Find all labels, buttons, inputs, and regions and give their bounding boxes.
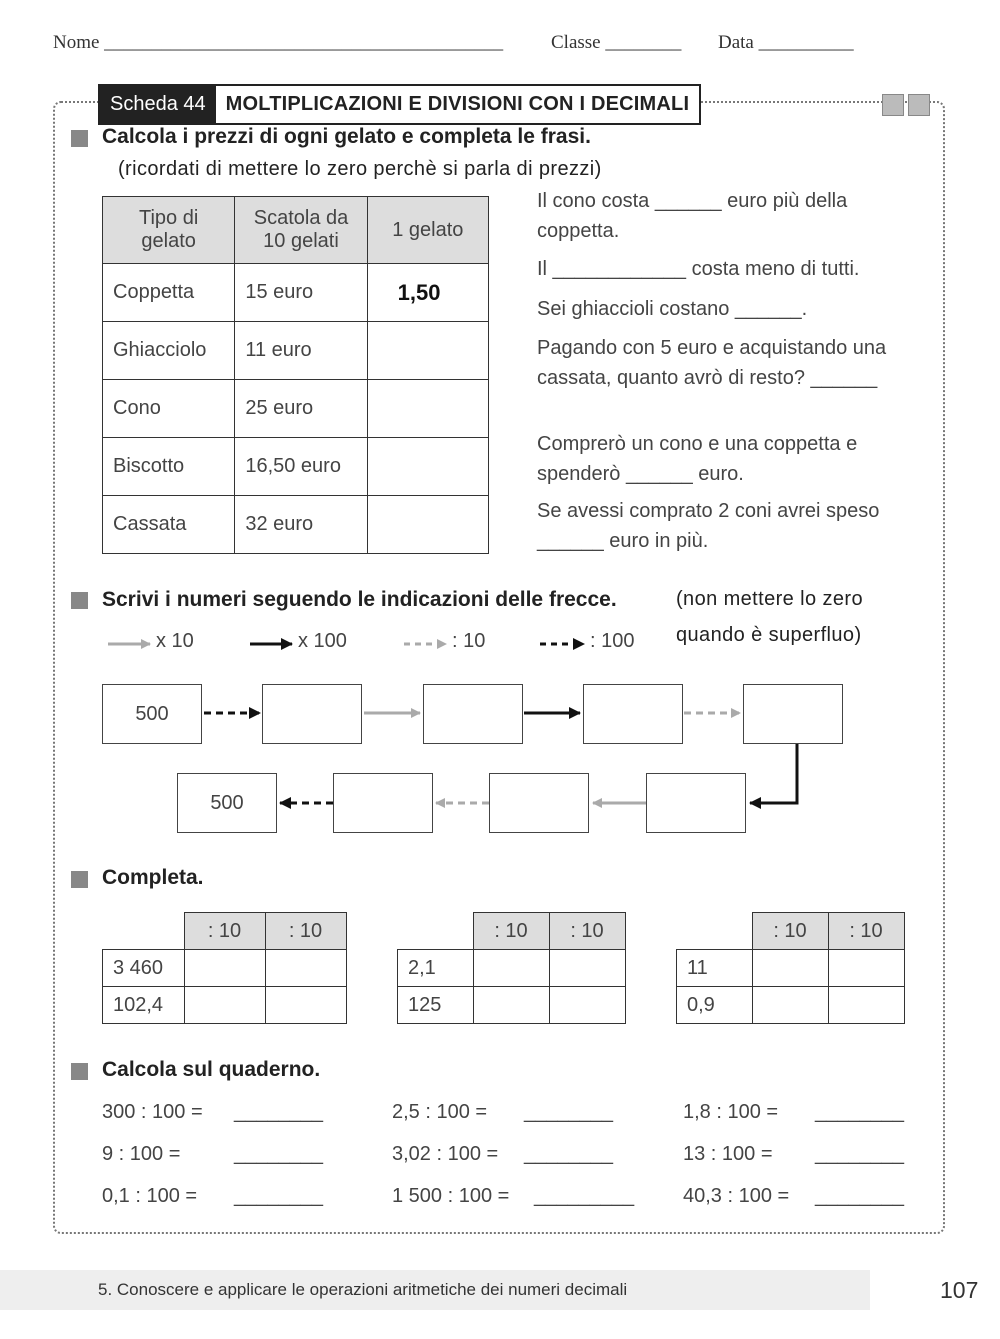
instruction-arrows: Scrivi i numeri seguendo le indicazioni delle frecce. bbox=[102, 588, 617, 611]
col-header: : 10 bbox=[549, 913, 625, 950]
sentence-4: Pagando con 5 euro e acquistando una cassata, quanto avrò di resto? ______ bbox=[537, 337, 887, 389]
calc-blank[interactable]: ________ bbox=[234, 1185, 323, 1207]
chain-end-box: 500 bbox=[177, 773, 277, 833]
header-single: 1 gelato bbox=[367, 197, 488, 264]
chain-start-box: 500 bbox=[102, 684, 202, 744]
calc-expression: 40,3 : 100 = bbox=[683, 1185, 790, 1207]
chain-answer-box[interactable] bbox=[489, 773, 589, 833]
division-table-1 bbox=[102, 912, 347, 1024]
row-value: 2,1 bbox=[398, 950, 474, 987]
date-field-label: Data __________ bbox=[718, 32, 854, 53]
calc-blank[interactable]: ________ bbox=[815, 1143, 904, 1165]
calc-expression: 1,8 : 100 = bbox=[683, 1101, 779, 1123]
calc-blank[interactable]: ________ bbox=[234, 1101, 323, 1123]
calc-expression: 1 500 : 100 = bbox=[392, 1185, 510, 1207]
row-box: 32 euro bbox=[235, 496, 367, 554]
bullet-square-icon bbox=[71, 871, 88, 888]
instruction-notebook: Calcola sul quaderno. bbox=[102, 1058, 321, 1081]
row-box: 16,50 euro bbox=[235, 438, 367, 496]
sentence-6: Se avessi comprato 2 coni avrei speso ______ euro in più. bbox=[537, 500, 880, 552]
legend-x10: x 10 bbox=[156, 630, 194, 652]
col-header: : 10 bbox=[752, 913, 828, 950]
sentence-5: Comprerò un cono e una coppetta e spenderò ______ euro. bbox=[537, 433, 858, 485]
calc-blank[interactable]: ________ bbox=[815, 1101, 904, 1123]
legend-x100: x 100 bbox=[298, 630, 347, 652]
answer-cell[interactable] bbox=[549, 950, 625, 987]
row-type: Coppetta bbox=[103, 264, 235, 322]
calc-expression: 9 : 100 = bbox=[102, 1143, 181, 1165]
calc-blank[interactable]: ________ bbox=[815, 1185, 904, 1207]
footer-objective: 5. Conoscere e applicare le operazioni aritmetiche dei numeri decimali bbox=[98, 1280, 628, 1299]
chain-answer-box[interactable] bbox=[262, 684, 362, 744]
row-value: 0,9 bbox=[677, 987, 753, 1024]
answer-cell[interactable] bbox=[752, 950, 828, 987]
arrow-turn-x100 bbox=[750, 744, 797, 803]
page-number: 107 bbox=[940, 1277, 979, 1303]
row-value: 125 bbox=[398, 987, 474, 1024]
answer-cell[interactable] bbox=[265, 987, 346, 1024]
row-type: Ghiacciolo bbox=[103, 322, 235, 380]
chain-answer-box[interactable] bbox=[743, 684, 843, 744]
calc-expression: 3,02 : 100 = bbox=[392, 1143, 499, 1165]
answer-cell[interactable] bbox=[473, 987, 549, 1024]
answer-cell[interactable] bbox=[752, 987, 828, 1024]
class-field-label: Classe ________ bbox=[551, 32, 682, 53]
row-type: Cassata bbox=[103, 496, 235, 554]
row-value: 11 bbox=[677, 950, 753, 987]
chain-answer-box[interactable] bbox=[646, 773, 746, 833]
col-header: : 10 bbox=[184, 913, 265, 950]
answer-cell[interactable] bbox=[828, 987, 904, 1024]
row-type: Biscotto bbox=[103, 438, 235, 496]
header-box: Scatola da 10 gelati bbox=[235, 197, 367, 264]
row-box: 11 euro bbox=[235, 322, 367, 380]
name-field-label: Nome __________________________________________ bbox=[53, 32, 504, 53]
chain-answer-box[interactable] bbox=[583, 684, 683, 744]
instruction-complete: Completa. bbox=[102, 866, 204, 889]
calc-blank[interactable]: ________ bbox=[524, 1143, 613, 1165]
answer-cell[interactable] bbox=[828, 950, 904, 987]
instruction-prices: Calcola i prezzi di ogni gelato e completa le frasi. bbox=[102, 125, 591, 148]
note-zero-line1: (non mettere lo zero bbox=[676, 588, 863, 610]
division-table-3 bbox=[676, 912, 905, 1024]
calc-blank[interactable]: ________ bbox=[234, 1143, 323, 1165]
calc-blank[interactable]: _________ bbox=[534, 1185, 635, 1207]
answer-cell[interactable] bbox=[473, 950, 549, 987]
row-type: Cono bbox=[103, 380, 235, 438]
sentence-1: Il cono costa ______ euro più della coppetta. bbox=[537, 190, 848, 242]
calc-expression: 0,1 : 100 = bbox=[102, 1185, 198, 1207]
sentence-2: Il ____________ costa meno di tutti. bbox=[537, 258, 860, 280]
row-value: 102,4 bbox=[103, 987, 185, 1024]
calc-blank[interactable]: ________ bbox=[524, 1101, 613, 1123]
note-zero-line2: quando è superfluo) bbox=[676, 624, 862, 646]
sheet-heading: MOLTIPLICAZIONI E DIVISIONI CON I DECIMALI bbox=[225, 93, 690, 115]
legend-div10: : 10 bbox=[452, 630, 486, 652]
chain-answer-box[interactable] bbox=[423, 684, 523, 744]
answer-cell[interactable] bbox=[184, 987, 265, 1024]
note-prices: (ricordati di mettere lo zero perchè si parla di prezzi) bbox=[118, 158, 602, 180]
answer-cell[interactable] bbox=[184, 950, 265, 987]
row-box: 25 euro bbox=[235, 380, 367, 438]
sentence-3: Sei ghiaccioli costano ______. bbox=[537, 298, 808, 320]
row-single-answer[interactable]: 1,50 bbox=[367, 264, 488, 322]
row-box: 15 euro bbox=[235, 264, 367, 322]
legend-div100: : 100 bbox=[590, 630, 635, 652]
division-table-2 bbox=[397, 912, 626, 1024]
answer-cell[interactable] bbox=[265, 950, 346, 987]
col-header: : 10 bbox=[828, 913, 904, 950]
row-value: 3 460 bbox=[103, 950, 185, 987]
chain-answer-box[interactable] bbox=[333, 773, 433, 833]
calc-expression: 2,5 : 100 = bbox=[392, 1101, 488, 1123]
calc-expression: 13 : 100 = bbox=[683, 1143, 773, 1165]
header-type: Tipo di gelato bbox=[103, 197, 235, 264]
col-header: : 10 bbox=[265, 913, 346, 950]
col-header: : 10 bbox=[473, 913, 549, 950]
calc-expression: 300 : 100 = bbox=[102, 1101, 203, 1123]
sheet-number: Scheda 44 bbox=[100, 86, 216, 123]
bullet-square-icon bbox=[71, 1063, 88, 1080]
answer-cell[interactable] bbox=[549, 987, 625, 1024]
